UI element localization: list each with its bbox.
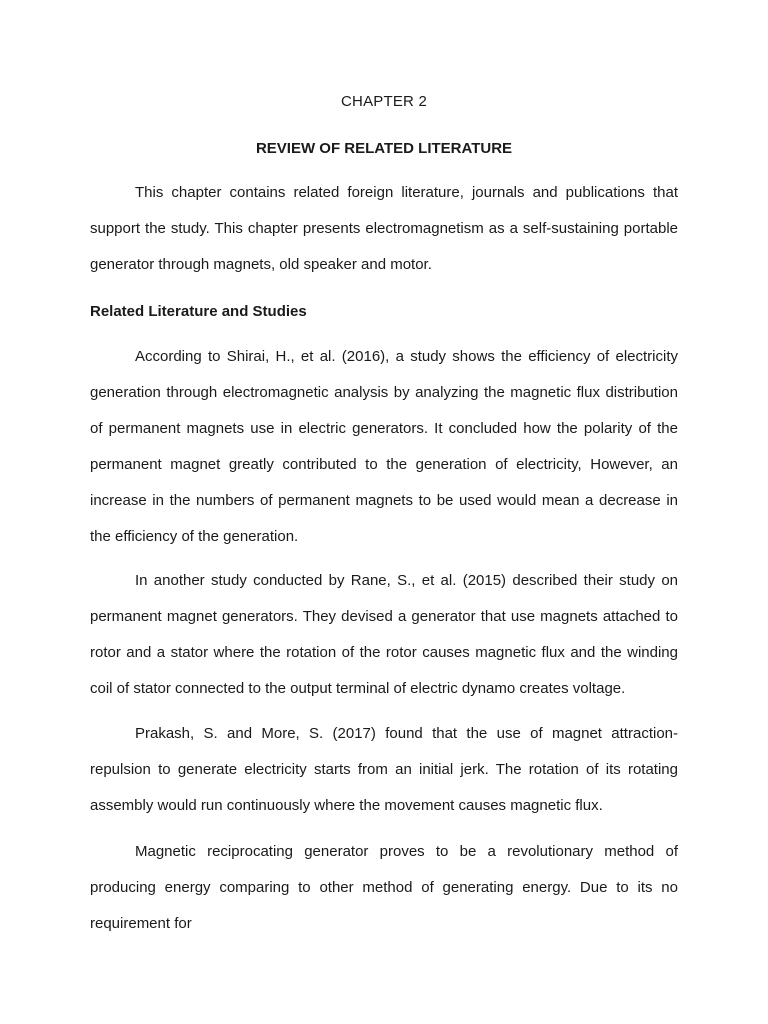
body-paragraph: In another study conducted by Rane, S., et al. (2015) described their study on permanent magnet generators. They devised a generator that use magnets attached to rotor and a stator where the rotation of the rotor causes magnetic flux and the winding coil of stator connected to the output terminal of electric dynamo creates voltage.: [90, 572, 678, 697]
body-paragraph: According to Shirai, H., et al. (2016), a study shows the efficiency of electricity generation through electromagnetic analysis by analyzing the magnetic flux distribution of permanent magnets use in electric generators. It concluded how the polarity of the permanent magnet greatly contributed to the generation of electricity, However, an increase in the numbers of permanent magnets to be used would mean a decrease in the efficiency of the generation.: [90, 348, 678, 545]
section-heading: Related Literature and Studies: [90, 303, 307, 320]
chapter-label: CHAPTER 2: [341, 93, 427, 110]
body-paragraph: Magnetic reciprocating generator proves to be a revolutionary method of producing energy comparing to other method of generating energy. Due to its no requirement for: [90, 843, 678, 932]
intro-paragraph: This chapter contains related foreign literature, journals and publications that support the study. This chapter presents electromagnetism as a self-sustaining portable generator through magnets, old speaker and motor.: [90, 184, 678, 273]
chapter-title: REVIEW OF RELATED LITERATURE: [255, 140, 513, 157]
body-paragraph: Prakash, S. and More, S. (2017) found that the use of magnet attraction- repulsion to generate electricity starts from an initial jerk. The rotation of its rotating assembly would run continuously where the movement causes magnetic flux.: [90, 725, 678, 814]
